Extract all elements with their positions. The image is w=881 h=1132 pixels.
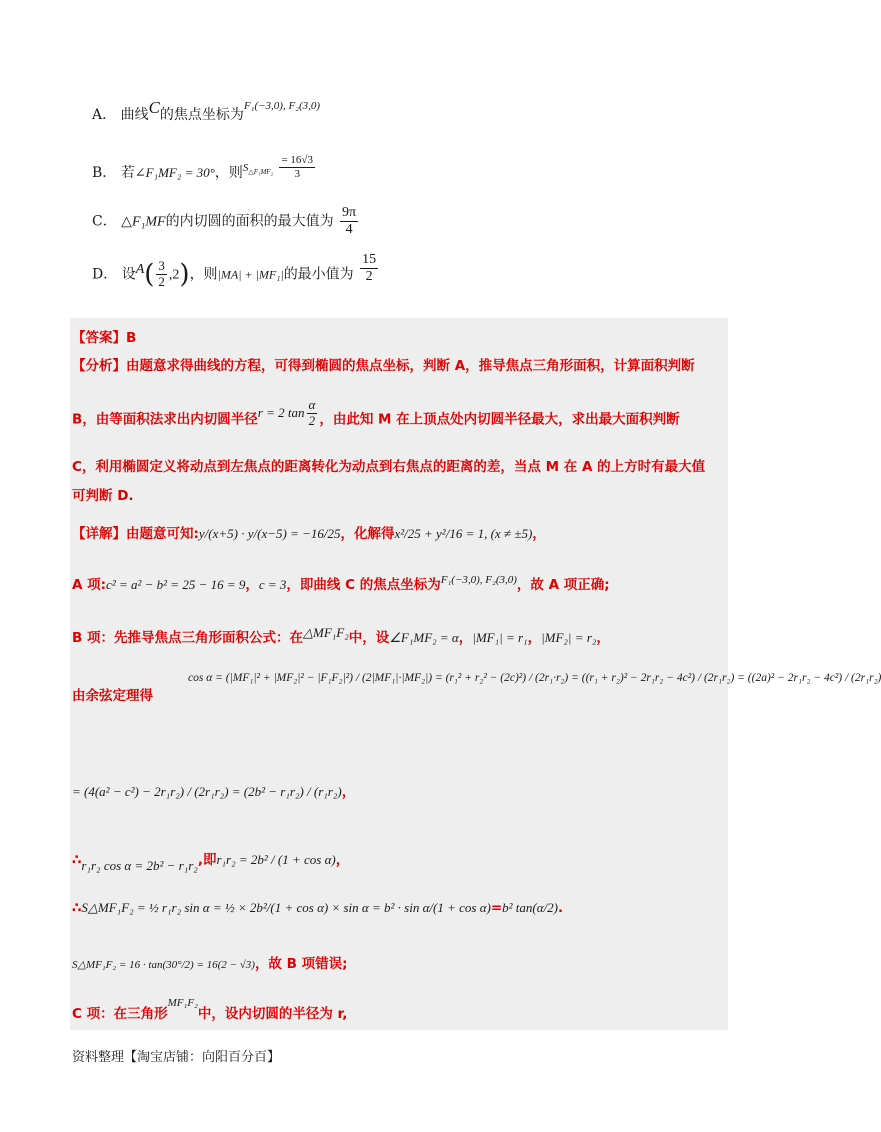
a-item-tail: ，故 A 项正确; <box>516 577 610 593</box>
option-d-num2: 15 <box>360 252 378 269</box>
therefore-2-sep: = <box>490 900 503 916</box>
option-a-math: F₁(−3,0), F₂(3,0) <box>243 100 321 112</box>
radius-formula: r = 2 tan <box>257 405 305 421</box>
option-d-num: 3 <box>158 258 165 274</box>
option-b-den: 3 <box>294 167 300 180</box>
c-item-label: C 项：在三角形 <box>72 1006 168 1022</box>
option-c-num: 9π <box>340 205 358 222</box>
option-c-text: 的内切圆的面积的最大值为 <box>165 213 334 230</box>
radius-den: 2 <box>308 412 316 428</box>
therefore-1-tail: ， <box>335 852 350 868</box>
a-item-eq2: c = 3 <box>258 577 287 592</box>
option-b <box>92 154 317 186</box>
analysis-line-1: 【分析】由题意求得曲线的方程，可得到椭圆的焦点坐标，判断 A，推导焦点三角形面积，计算面积判断 <box>72 358 695 374</box>
option-c-den: 4 <box>345 222 353 238</box>
option-a-text: 曲线 <box>120 107 149 123</box>
continuation-eq: = (4(a² − c²) − 2r₁r₂) / (2r₁r₂) = (2b² − r₁r₂) / (r₁r₂) <box>72 784 342 799</box>
option-d-point: A <box>135 261 145 277</box>
b-item-sep2: ， <box>527 630 542 646</box>
b-item-line <box>72 626 610 646</box>
option-d <box>92 252 380 291</box>
option-d-den2: 2 <box>365 269 373 285</box>
a-item-eq3: F₁(−3,0), F₂(3,0) <box>440 574 517 586</box>
option-d-text3: 的最小值为 <box>283 266 354 283</box>
therefore-2-eq2: b² tan(α/2) <box>502 900 559 915</box>
b-item-eq3: |MF₁| = r₁ <box>472 630 528 645</box>
therefore-1-symbol: ∴ <box>72 852 82 868</box>
option-d-den: 2 <box>158 274 165 290</box>
a-item-eq: c² = a² − b² = 25 − 16 = 9 <box>106 577 246 592</box>
answer-title: 【答案】B <box>72 330 137 346</box>
detail-tail: ， <box>532 526 546 542</box>
option-b-num: = 16√3 <box>281 154 313 166</box>
option-c-frac <box>340 205 358 238</box>
option-b-text2: ，则 <box>214 165 243 182</box>
c-item-text: 中，设内切圆的半径为 r, <box>197 1006 348 1022</box>
analysis-line-3: C，利用椭圆定义将动点到左焦点的距离转化为动点到右焦点的距离的差，当点 M 在 A 的上方时有最大值 <box>72 459 706 475</box>
a-item-sep: ， <box>245 577 259 593</box>
area-value-tail: ，故 B 项错误; <box>254 956 348 972</box>
option-d-text2: ，则 <box>189 266 218 283</box>
option-d-lparen: ( <box>144 259 155 290</box>
option-b-frac <box>279 154 315 180</box>
a-item-line <box>72 573 610 593</box>
option-a-label: A． <box>92 107 117 123</box>
area-value-eq: S△MF₁F₂ = 16 · tan(30°/2) = 16(2 − √3) <box>72 959 255 971</box>
detail-eq1: y/(x+5) · y/(x−5) = −16/25 <box>198 526 341 541</box>
therefore-line-2 <box>72 900 563 916</box>
detail-line <box>72 522 546 542</box>
detail-text: ，化解得 <box>340 526 395 542</box>
c-item-line <box>72 997 348 1022</box>
radius-frac <box>307 398 318 429</box>
footer-source: 资料整理【淘宝店铺：向阳百分百】 <box>72 1050 281 1065</box>
option-a <box>92 98 321 124</box>
option-b-label: B． <box>92 165 117 182</box>
continuation-line <box>72 780 355 800</box>
option-d-frac2 <box>360 252 378 285</box>
therefore-1-eq2: r₁r₂ = 2b² / (1 + cos α) <box>216 852 336 867</box>
therefore-2-symbol: ∴ <box>72 900 82 916</box>
c-item-eq: MF₁F₂ <box>167 997 198 1009</box>
a-item-label: A 项: <box>72 577 107 593</box>
continuation-tail: ， <box>341 784 356 800</box>
analysis-2-text2: ，由此知 M 在上顶点处内切圆半径最大，求出最大面积判断 <box>319 411 680 428</box>
area-value-line <box>72 952 348 972</box>
a-item-text: ，即曲线 C 的焦点坐标为 <box>286 577 441 593</box>
therefore-2-tail: . <box>558 900 564 916</box>
detail-eq2: x²/25 + y²/16 = 1, (x ≠ ±5) <box>394 526 533 541</box>
therefore-line-1 <box>72 848 350 873</box>
option-b-angle: ∠F₁MF₂ = 30° <box>134 165 215 181</box>
therefore-1-eq: r₁r₂ cos α = 2b² − r₁r₂ <box>81 858 198 873</box>
option-b-area: S <box>242 162 249 175</box>
analysis-line-2 <box>72 397 680 435</box>
option-d-text: 设 <box>121 266 136 283</box>
option-b-text: 若 <box>120 165 135 182</box>
therefore-2-eq: S△MF₁F₂ = ½ r₁r₂ sin α = ½ × 2b²/(1 + cos α) × sin α = b² · sin α/(1 + cos α) <box>81 900 491 915</box>
b-item-tail: ， <box>596 630 610 646</box>
therefore-1-text: ,即 <box>197 852 217 868</box>
radius-num: α <box>308 397 316 412</box>
option-b-area-sub: △F₁MF₂ <box>248 168 274 177</box>
b-item-eq4: |MF₂| = r₂ <box>541 630 597 645</box>
analysis-line-4: 可判断 D. <box>72 488 134 504</box>
option-d-tail: ,2 <box>168 267 180 283</box>
option-c-triangle: △F₁MF <box>121 214 166 230</box>
option-d-label: D． <box>92 266 118 283</box>
b-item-sep1: ， <box>458 630 473 646</box>
option-a-curve: C <box>148 98 160 117</box>
b-item-text: 中，设 <box>348 630 390 646</box>
option-c-label: C． <box>92 213 117 230</box>
cosine-equation: cos α = (|MF₁|² + |MF₂|² − |F₁F₂|²) / (2|MF₁|·|MF₂|) = (r₁² + r₂² − (2c)²) / (2r₁·r₂) = ((r₁ + r₂)² − 2r₁r₂ − 4c²) / (2r₁r₂) = ((2a)² − 2r₁r₂ − 4c²) / (2r₁r₂) <box>188 672 881 684</box>
option-a-text2: 的焦点坐标为 <box>159 107 244 123</box>
analysis-2-text: B，由等面积法求出内切圆半径 <box>72 411 258 428</box>
cosine-label: 由余弦定理得 <box>72 688 153 704</box>
option-d-sum: |MA| + |MF₁| <box>217 267 284 282</box>
option-c <box>92 205 360 238</box>
b-item-eq1: △MF₁F₂ <box>303 625 349 640</box>
option-d-rparen: ) <box>179 259 190 290</box>
b-item-label: B 项：先推导焦点三角形面积公式：在 <box>72 630 303 646</box>
detail-label: 【详解】由题意可知: <box>72 526 199 542</box>
option-d-frac <box>156 259 167 290</box>
b-item-eq2: ∠F₁MF₂ = α <box>389 630 459 645</box>
